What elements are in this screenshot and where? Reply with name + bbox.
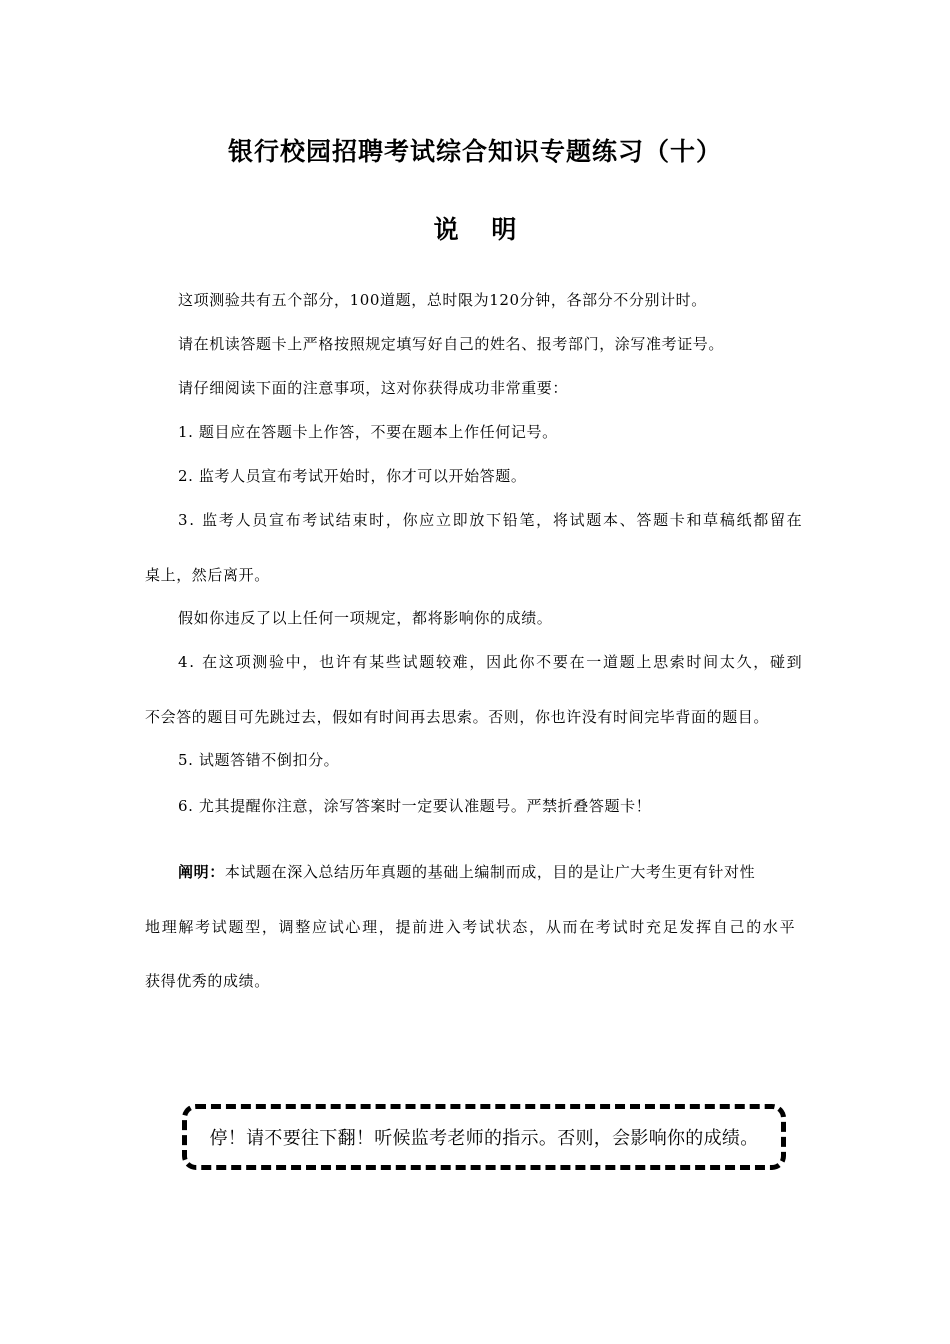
- statement-line-1: [178, 862, 755, 882]
- rule-item-4-continued: 不会答的题目可先跳过去，假如有时间再去思索。否则，你也许没有时间完毕背面的题目。: [145, 708, 770, 726]
- document-title: 银行校园招聘考试综合知识专题练习（十）: [227, 137, 722, 166]
- statement-line-3: 获得优秀的成绩。: [145, 972, 270, 990]
- stop-notice-box: [182, 1104, 786, 1170]
- rule-item-5: 5. 试题答错不倒扣分。: [178, 751, 340, 769]
- instruction-paragraph: 请仔细阅读下面的注意事项，这对你获得成功非常重要：: [178, 379, 569, 397]
- rule-item-2: 2. 监考人员宣布考试开始时，你才可以开始答题。: [178, 467, 527, 485]
- rule-item-3-continued: 桌上，然后离开。: [145, 566, 270, 584]
- section-heading: 说 明: [433, 215, 517, 244]
- statement-line-2: 地理解考试题型，调整应试心理，提前进入考试状态，从而在考试时充足发挥自己的水平: [145, 918, 797, 936]
- warning-paragraph: 假如你违反了以上任何一项规定，都将影响你的成绩。: [178, 609, 553, 627]
- rule-item-3: 3. 监考人员宣布考试结束时，你应立即放下铅笔，将试题本、答题卡和草稿纸都留在: [178, 511, 804, 529]
- statement-lead: 阐明：: [178, 863, 225, 881]
- instruction-paragraph: 请在机读答题卡上严格按照规定填写好自己的姓名、报考部门，涂写准考证号。: [178, 335, 725, 353]
- rule-item-6: 6. 尤其提醒你注意，涂写答案时一定要认准题号。严禁折叠答题卡！: [178, 797, 652, 815]
- stop-notice-text: 停！请不要往下翻！听候监考老师的指示。否则，会影响你的成绩。: [209, 1128, 759, 1149]
- statement-text: 本试题在深入总结历年真题的基础上编制而成，目的是让广大考生更有针对性: [224, 863, 756, 881]
- rule-item-4: 4. 在这项测验中，也许有某些试题较难，因此你不要在一道题上思索时间太久，碰到: [178, 653, 804, 671]
- rule-item-1: 1. 题目应在答题卡上作答，不要在题本上作任何记号。: [178, 423, 558, 441]
- instruction-paragraph: 这项测验共有五个部分，100道题，总时限为120分钟，各部分不分别计时。: [178, 291, 707, 309]
